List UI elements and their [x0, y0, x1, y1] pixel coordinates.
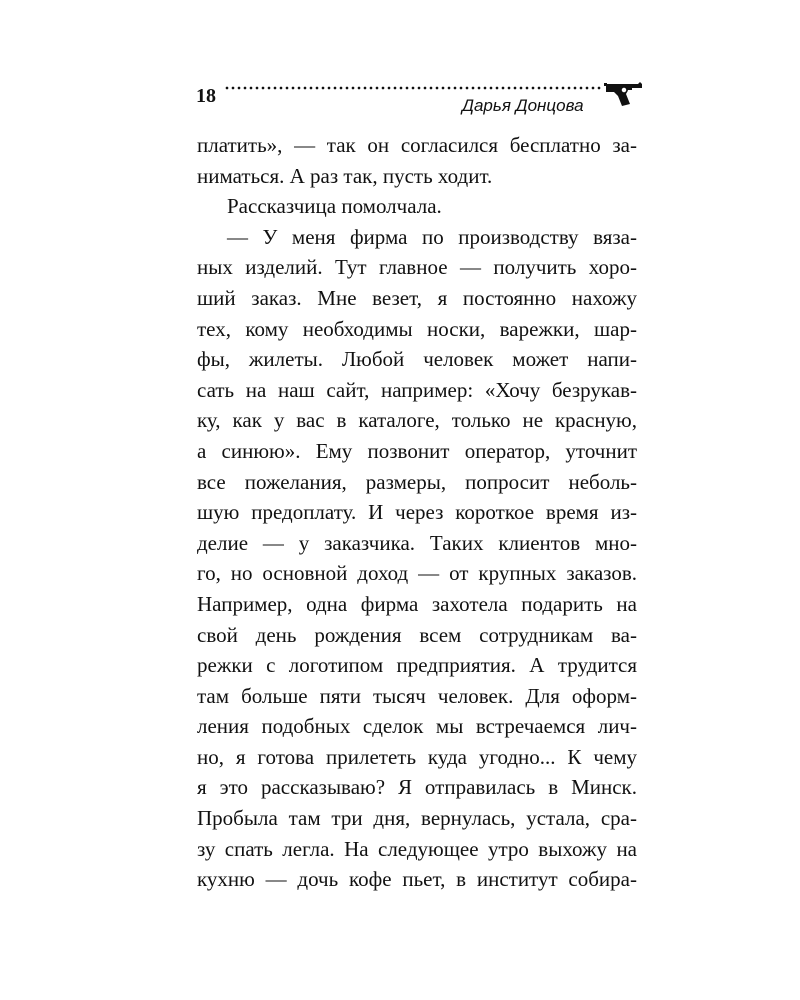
text-line: а синюю». Ему позвонит оператор, уточнит	[197, 438, 637, 463]
text-line: свой день рождения всем сотрудникам ва-	[197, 622, 637, 647]
text-line: но, я готова прилететь куда угодно... К чему	[197, 744, 637, 769]
text-line: ку, как у вас в каталоге, только не красную,	[197, 408, 637, 433]
text-line: я это рассказываю? Я отправилась в Минск.	[197, 775, 637, 800]
text-line: ления подобных сделок мы встречаемся лич-	[197, 714, 637, 739]
text-line: ший заказ. Мне везет, я постоянно нахожу	[197, 285, 637, 310]
revolver-icon	[602, 80, 644, 108]
text-line: — У меня фирма по производству вяза-	[227, 224, 637, 249]
text-line: ных изделий. Тут главное — получить хоро-	[197, 255, 637, 280]
body-text	[197, 130, 637, 895]
text-line: шую предоплату. И через короткое время из-	[197, 500, 637, 525]
text-line: кухню — дочь кофе пьет, в институт собира-	[197, 867, 637, 892]
text-line: там больше пяти тысяч человек. Для оформ-	[197, 683, 637, 708]
text-line: фы, жилеты. Любой человек может напи-	[197, 347, 637, 372]
page-number: 18	[196, 85, 216, 107]
text-line: зу спать легла. На следующее утро выхожу на	[197, 836, 637, 861]
text-line: сать на наш сайт, например: «Хочу безрукав-	[197, 377, 637, 402]
text-line: Пробыла там три дня, вернулась, устала, сра-	[197, 806, 637, 831]
text-line: ниматься. А раз так, пусть ходит.	[197, 163, 493, 188]
running-head-author: Дарья Донцова	[462, 96, 584, 115]
text-line: го, но основной доход — от крупных заказов.	[197, 561, 637, 586]
text-line: тех, кому необходимы носки, варежки, шар-	[197, 316, 637, 341]
text-line: Например, одна фирма захотела подарить на	[197, 591, 637, 616]
text-line: режки с логотипом предприятия. А трудится	[197, 653, 637, 678]
text-line: делие — у заказчика. Таких клиентов мно-	[197, 530, 637, 555]
dotted-rule	[224, 86, 602, 90]
text-line: платить», — так он согласился бесплатно за-	[197, 133, 637, 157]
text-line: Рассказчица помолчала.	[227, 194, 442, 219]
text-line: все пожелания, размеры, попросит неболь-	[197, 469, 637, 494]
